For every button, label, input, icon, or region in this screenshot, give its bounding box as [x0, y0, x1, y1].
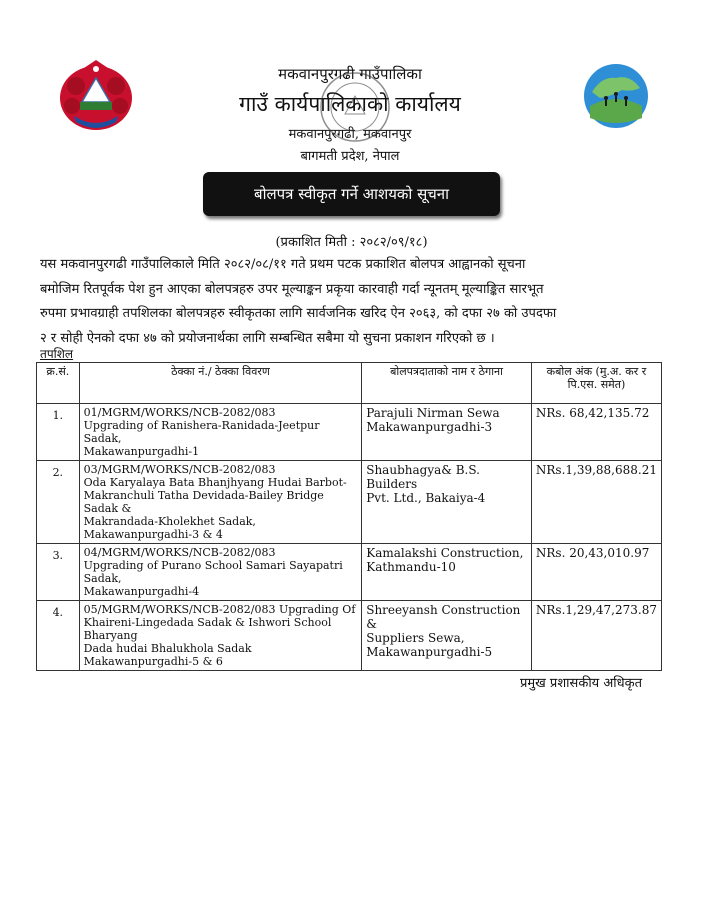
header-serial-no: क्र.सं. — [37, 363, 80, 404]
bidder-line: Kamalakshi Construction, — [366, 546, 524, 560]
row-amount: NRs.1,29,47,273.87 — [531, 601, 661, 671]
bid-details-table — [36, 362, 662, 671]
row-serial: 1. — [37, 404, 80, 461]
row-amount: NRs. 20,43,010.97 — [531, 544, 661, 601]
details-label: तपशिल — [40, 347, 74, 361]
contract-line: Makranchuli Tatha Devidada-Bailey Bridge Sadak & — [83, 489, 324, 515]
contract-line: Upgrading of Ranishera-Ranidada-Jeetpur Sadak, — [83, 419, 320, 445]
bidder-line: Makawanpurgadhi-3 — [366, 420, 493, 434]
paragraph-line: २ र सोही ऐनको दफा ४७ को प्रयोजनार्थका लागि सम्बन्धित सबैमा यो सुचना प्रकाशन गरिएको छ । — [40, 330, 495, 346]
contract-line: Makawanpurgadhi-1 — [83, 445, 200, 458]
contract-line: Makawanpurgadhi-3 & 4 — [83, 528, 223, 541]
contract-line: Oda Karyalaya Bata Bhanjhyang Hudai Barbot- — [83, 476, 347, 489]
notice-title: बोलपत्र स्वीकृत गर्ने आशयको सूचना — [254, 185, 449, 203]
bidder-line: Kathmandu-10 — [366, 560, 456, 574]
table-row — [37, 404, 662, 461]
paragraph-line: बमोजिम रितपूर्वक पेश हुन आएका बोलपत्रहरु उपर मूल्याङ्कन प्रकृया कारवाही गर्दा न्यूनतम् मूल्याङ्कित सारभूत — [40, 281, 544, 297]
notice-paragraph — [40, 253, 662, 351]
bidder-line: Suppliers Sewa, — [366, 631, 465, 645]
office-address: मकवानपुरगढी, मकवानपुर — [288, 127, 412, 142]
row-serial: 4. — [37, 601, 80, 671]
table-row — [37, 461, 662, 544]
header-bidder-name: बोलपत्रदाताको नाम र ठेगाना — [362, 363, 532, 404]
office-stamp-seal — [318, 70, 392, 144]
nepal-emblem-logo — [54, 58, 138, 134]
row-bidder — [362, 601, 532, 671]
row-contract-detail — [79, 601, 362, 671]
bidder-line: Parajuli Nirman Sewa — [366, 406, 500, 420]
municipality-name: मकवानपुरगढी गाउँपालिका — [278, 65, 422, 83]
signatory-title: प्रमुख प्रशासकीय अधिकृत — [520, 676, 643, 691]
paragraph-line: यस मकवानपुरगढी गाउँपालिकाले मिति २०८२/०८/११ गते प्रथम पटक प्रकाशित बोलपत्र आह्वानको सूचना — [40, 257, 526, 272]
table-row — [37, 544, 662, 601]
contract-line: Makawanpurgadhi-5 & 6 — [83, 655, 223, 668]
row-contract-detail — [79, 544, 362, 601]
row-serial: 3. — [37, 544, 80, 601]
contract-line: Dada hudai Bhalukhola Sadak — [83, 642, 252, 655]
contract-line: Makawanpurgadhi-4 — [83, 585, 200, 598]
contract-line: Makrandada-Kholekhet Sadak, — [83, 515, 256, 528]
office-name: गाउँ कार्यपालिकाको कार्यालय — [239, 92, 461, 116]
contract-line: 01/MGRM/WORKS/NCB-2082/083 — [83, 406, 276, 419]
contract-line: 05/MGRM/WORKS/NCB-2082/083 Upgrading Of — [83, 603, 356, 616]
row-bidder — [362, 404, 532, 461]
notice-title-box — [203, 172, 500, 216]
row-bidder — [362, 544, 532, 601]
bidder-line: Pvt. Ltd., Bakaiya-4 — [366, 491, 486, 505]
row-bidder — [362, 461, 532, 544]
contract-line: 04/MGRM/WORKS/NCB-2082/083 — [83, 546, 276, 559]
row-contract-detail — [79, 461, 362, 544]
table-row — [37, 601, 662, 671]
published-date: (प्रकाशित मिती : २०८२/०९/१८) — [275, 235, 428, 250]
contract-line: Upgrading of Purano School Samari Sayapatri Sadak, — [83, 559, 343, 585]
header-bid-amount: कबोल अंक (मु.अ. कर र पि.एस. समेत) — [531, 363, 661, 404]
row-serial: 2. — [37, 461, 80, 544]
municipality-campaign-logo — [582, 62, 650, 130]
contract-line: 03/MGRM/WORKS/NCB-2082/083 — [83, 463, 276, 476]
header-contract-detail: ठेक्का नं./ ठेक्का विवरण — [79, 363, 362, 404]
row-amount: NRs. 68,42,135.72 — [531, 404, 661, 461]
bidder-line: Shaubhagya& B.S. Builders — [366, 463, 480, 491]
row-amount: NRs.1,39,88,688.21 — [531, 461, 661, 544]
bidder-line: Shreeyansh Construction & — [366, 603, 521, 631]
table-header-row — [37, 363, 662, 404]
contract-line: Khaireni-Lingedada Sadak & Ishwori School Bharyang — [83, 616, 332, 642]
bidder-line: Makawanpurgadhi-5 — [366, 645, 493, 659]
province-country: बागमती प्रदेश, नेपाल — [300, 149, 400, 164]
paragraph-line: रुपमा प्रभावग्राही तपशिलका बोलपत्रहरु स्वीकृतका लागि सार्वजनिक खरिद ऐन २०६३, को दफा २७ को उपदफा — [40, 306, 557, 321]
row-contract-detail — [79, 404, 362, 461]
